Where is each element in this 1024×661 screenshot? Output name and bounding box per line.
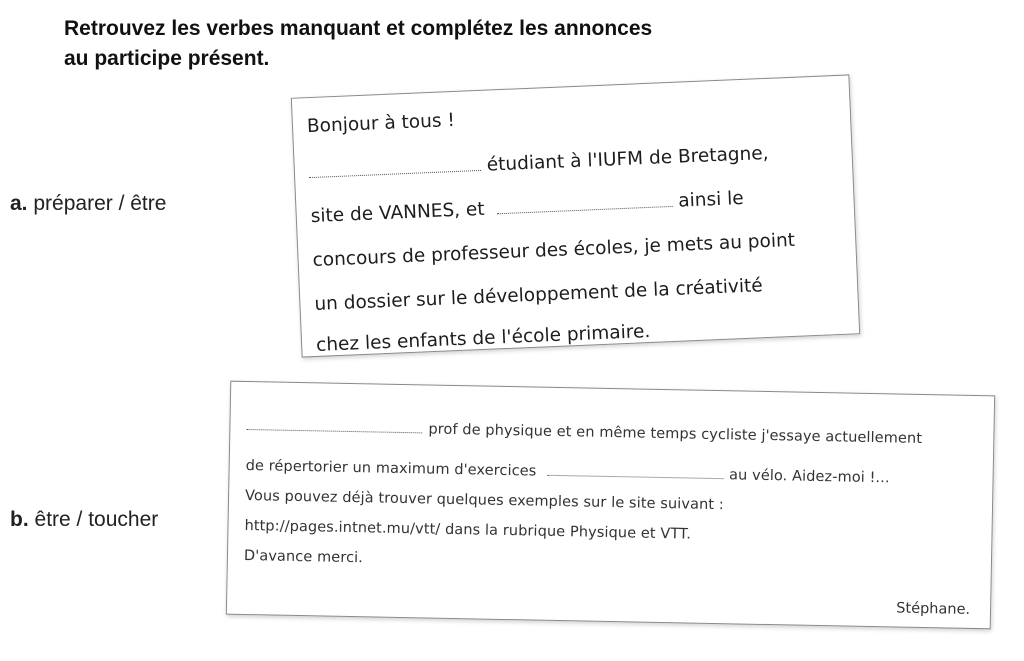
exercise-a-letter: a. — [10, 192, 28, 215]
exercise-b-label — [10, 508, 158, 532]
card-b-line-1 — [246, 418, 922, 447]
card-a-line-3-text-b: ainsi le — [677, 187, 745, 212]
card-b-line-5: D'avance merci. — [243, 547, 364, 567]
blank-field[interactable] — [246, 428, 422, 433]
signature: Stéphane. — [896, 600, 971, 618]
blank-field[interactable] — [309, 169, 481, 178]
card-b-line-2 — [246, 458, 890, 486]
card-a-line-2-text: étudiant à l'IUFM de Bretagne, — [486, 142, 769, 176]
card-a-line-3-text-a: site de VANNES, et — [310, 198, 486, 228]
blank-field[interactable] — [497, 205, 673, 214]
card-b-line-2-text-b: au vélo. Aidez-moi !... — [728, 467, 890, 487]
card-a-line-2 — [309, 143, 769, 183]
announcement-card-b — [226, 381, 995, 630]
card-b-line-1-text: prof de physique et en même temps cycliste j'essaye actuellement — [428, 421, 923, 447]
exercise-a-verbs: préparer / être — [33, 192, 167, 215]
exercise-b-letter: b. — [10, 508, 29, 531]
instruction-line-2: au participe présent. — [64, 47, 270, 70]
card-b-line-3: Vous pouvez déjà trouver quelques exemples sur le site suivant : — [244, 487, 724, 514]
card-a-line-6: chez les enfants de l'école primaire. — [315, 320, 651, 356]
announcement-card-a — [291, 74, 860, 357]
card-a-line-3 — [310, 188, 744, 227]
exercise-b-verbs: être / toucher — [34, 508, 159, 531]
blank-field[interactable] — [547, 474, 723, 479]
card-a-line-4: concours de professeur des écoles, je mets au point — [312, 229, 796, 272]
exercise-instruction — [64, 14, 784, 74]
card-b-line-4: http://pages.intnet.mu/vtt/ dans la rubrique Physique et VTT. — [244, 517, 692, 543]
card-a-line-5: un dossier sur le développement de la créativité — [314, 275, 764, 315]
exercise-a-label — [10, 192, 166, 216]
instruction-line-1: Retrouvez les verbes manquant et complétez les annonces — [64, 17, 653, 40]
card-b-line-2-text-a: de répertorier un maximum d'exercices — [245, 457, 537, 480]
card-a-line-1: Bonjour à tous ! — [306, 109, 456, 138]
